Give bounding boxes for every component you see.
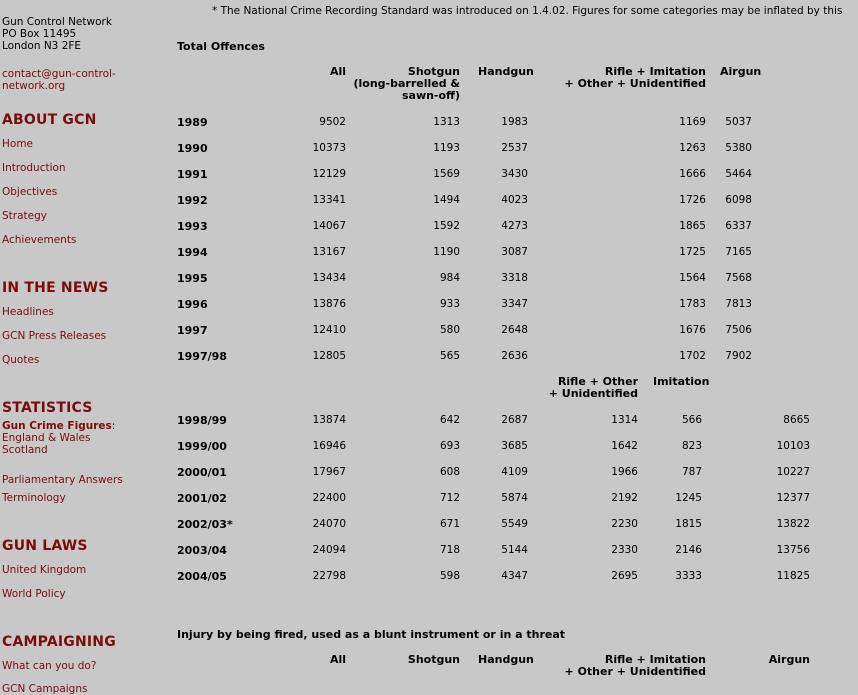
total-offences-heading: Total Offences — [177, 40, 265, 53]
cell-airgun: 7506 — [725, 324, 752, 336]
cell-all: 9502 — [319, 116, 346, 128]
section-title-laws: GUN LAWS — [2, 538, 88, 554]
cell-handgun: 3087 — [501, 246, 528, 258]
row-year: 1997 — [177, 324, 208, 337]
cell-handgun: 5874 — [501, 492, 528, 504]
nav-objectives[interactable]: Objectives — [2, 186, 58, 198]
cell-handgun: 4023 — [501, 194, 528, 206]
cell-handgun: 3430 — [501, 168, 528, 180]
row-year: 2002/03* — [177, 518, 233, 531]
nav-united-kingdom[interactable]: United Kingdom — [2, 564, 87, 576]
cell-shotgun: 1569 — [433, 168, 460, 180]
cell-airgun: 13756 — [776, 544, 810, 556]
cell-handgun: 5549 — [501, 518, 528, 530]
cell-handgun: 4347 — [501, 570, 528, 582]
cell-airgun: 12377 — [776, 492, 810, 504]
cell-shotgun: 1313 — [433, 116, 460, 128]
col-header-rifle-other — [540, 376, 638, 400]
cell-all: 13341 — [312, 194, 346, 206]
cell-rifle-imitation: 1666 — [679, 168, 706, 180]
cell-rifle-other: 1966 — [611, 466, 638, 478]
org-address — [2, 16, 112, 52]
email-line-2: network.org — [2, 80, 66, 92]
cell-rifle-imitation: 1726 — [679, 194, 706, 206]
cell-all: 12805 — [312, 350, 346, 362]
cell-rifle-other: 2230 — [611, 518, 638, 530]
col-header-shotgun-l2: (long-barrelled & — [353, 77, 460, 90]
section-title-statistics: STATISTICS — [2, 400, 93, 416]
cell-handgun: 3318 — [501, 272, 528, 284]
cell-imitation: 3333 — [675, 570, 702, 582]
cell-shotgun: 1190 — [433, 246, 460, 258]
cell-shotgun: 718 — [439, 544, 460, 556]
row-year: 1998/99 — [177, 414, 227, 427]
cell-all: 17967 — [312, 466, 346, 478]
cell-rifle-other: 2330 — [611, 544, 638, 556]
col-header-airgun: Airgun — [720, 65, 762, 78]
cell-all: 24070 — [312, 518, 346, 530]
injury-col-header-rifle-imitation-l2: + Other + Unidentified — [564, 665, 706, 678]
row-year: 1996 — [177, 298, 208, 311]
col-header-handgun: Handgun — [478, 65, 534, 78]
cell-handgun: 5144 — [501, 544, 528, 556]
injury-col-header-handgun: Handgun — [478, 653, 534, 666]
cell-imitation: 823 — [681, 440, 702, 452]
row-year: 1995 — [177, 272, 208, 285]
cell-rifle-other: 1642 — [611, 440, 638, 452]
cell-all: 10373 — [312, 142, 346, 154]
col-header-imitation: Imitation — [653, 375, 710, 388]
cell-airgun: 13822 — [776, 518, 810, 530]
cell-airgun: 5464 — [725, 168, 752, 180]
cell-shotgun: 712 — [439, 492, 460, 504]
cell-rifle-other: 2695 — [611, 570, 638, 582]
col-header-rifle-imitation — [560, 66, 706, 90]
cell-rifle-other: 1314 — [611, 414, 638, 426]
cell-handgun: 3685 — [501, 440, 528, 452]
cell-rifle-imitation: 1169 — [679, 116, 706, 128]
row-year: 2001/02 — [177, 492, 227, 505]
cell-all: 24094 — [312, 544, 346, 556]
cell-all: 14067 — [312, 220, 346, 232]
cell-handgun: 2636 — [501, 350, 528, 362]
cell-rifle-other: 2192 — [611, 492, 638, 504]
col-header-rifle-imitation-l2: + Other + Unidentified — [564, 77, 706, 90]
row-year: 1994 — [177, 246, 208, 259]
col-header-all: All — [329, 65, 346, 78]
col-header-rifle-imitation-l1: Rifle + Imitation — [604, 65, 706, 78]
cell-shotgun: 565 — [439, 350, 460, 362]
cell-shotgun: 608 — [439, 466, 460, 478]
cell-airgun: 8665 — [783, 414, 810, 426]
cell-airgun: 5037 — [725, 116, 752, 128]
nav-world-policy[interactable]: World Policy — [2, 588, 66, 600]
col-header-shotgun-l3: sawn-off) — [401, 89, 460, 102]
row-year: 2000/01 — [177, 466, 227, 479]
row-year: 1993 — [177, 220, 208, 233]
cell-shotgun: 671 — [439, 518, 460, 530]
cell-shotgun: 693 — [439, 440, 460, 452]
nav-scotland[interactable]: Scotland — [2, 444, 48, 456]
col-header-shotgun — [340, 66, 460, 102]
nav-england-wales[interactable]: England & Wales — [2, 432, 91, 444]
cell-handgun: 2687 — [501, 414, 528, 426]
row-year: 1991 — [177, 168, 208, 181]
col-header-rifle-other-l1: Rifle + Other — [557, 375, 638, 388]
cell-rifle-imitation: 1564 — [679, 272, 706, 284]
cell-imitation: 1815 — [675, 518, 702, 530]
cell-imitation: 2146 — [675, 544, 702, 556]
cell-all: 12129 — [312, 168, 346, 180]
cell-imitation: 1245 — [675, 492, 702, 504]
org-name: Gun Control Network — [2, 16, 112, 28]
cell-airgun: 7902 — [725, 350, 752, 362]
gun-crime-figures-label: Gun Crime Figures — [2, 420, 112, 432]
cell-shotgun: 1494 — [433, 194, 460, 206]
row-year: 1992 — [177, 194, 208, 207]
cell-airgun: 6337 — [725, 220, 752, 232]
cell-rifle-imitation: 1865 — [679, 220, 706, 232]
cell-imitation: 787 — [681, 466, 702, 478]
col-header-shotgun-l1: Shotgun — [407, 65, 460, 78]
cell-shotgun: 1592 — [433, 220, 460, 232]
cell-rifle-imitation: 1783 — [679, 298, 706, 310]
section-title-campaigning: CAMPAIGNING — [2, 634, 116, 650]
cell-all: 22400 — [312, 492, 346, 504]
nav-gcn-campaigns[interactable]: GCN Campaigns — [2, 683, 88, 695]
injury-heading: Injury by being fired, used as a blunt instrument or in a threat — [177, 628, 566, 641]
injury-col-header-rifle-imitation-l1: Rifle + Imitation — [604, 653, 706, 666]
cell-shotgun: 580 — [439, 324, 460, 336]
row-year: 1990 — [177, 142, 208, 155]
ncrs-footnote: * The National Crime Recording Standard was introduced on 1.4.02. Figures for some categories may be inflated by this — [212, 5, 843, 17]
cell-airgun: 11825 — [776, 570, 810, 582]
email-line-1: contact@gun-control- — [2, 68, 116, 80]
cell-shotgun: 598 — [439, 570, 460, 582]
row-year: 1999/00 — [177, 440, 227, 453]
cell-all: 13876 — [312, 298, 346, 310]
cell-handgun: 1983 — [501, 116, 528, 128]
cell-imitation: 566 — [681, 414, 702, 426]
cell-all: 12410 — [312, 324, 346, 336]
cell-all: 13167 — [312, 246, 346, 258]
gun-crime-figures-colon: : — [111, 420, 116, 432]
section-title-news: IN THE NEWS — [2, 280, 109, 296]
cell-rifle-imitation: 1725 — [679, 246, 706, 258]
row-year: 2003/04 — [177, 544, 227, 557]
nav-achievements[interactable]: Achievements — [2, 234, 77, 246]
nav-parliamentary-answers[interactable]: Parliamentary Answers — [2, 474, 123, 486]
nav-press-releases[interactable]: GCN Press Releases — [2, 330, 107, 342]
cell-handgun: 2648 — [501, 324, 528, 336]
nav-introduction[interactable]: Introduction — [2, 162, 66, 174]
cell-airgun: 6098 — [725, 194, 752, 206]
cell-rifle-imitation: 1263 — [679, 142, 706, 154]
address-line-2: London N3 2FE — [2, 40, 82, 52]
contact-email-link[interactable] — [2, 68, 116, 92]
nav-quotes[interactable]: Quotes — [2, 354, 40, 366]
injury-col-header-rifle-imitation — [560, 654, 706, 678]
section-title-about: ABOUT GCN — [2, 112, 97, 128]
cell-handgun: 2537 — [501, 142, 528, 154]
cell-shotgun: 933 — [439, 298, 460, 310]
cell-handgun: 3347 — [501, 298, 528, 310]
cell-shotgun: 642 — [439, 414, 460, 426]
nav-what-can-you-do[interactable]: What can you do? — [2, 660, 97, 672]
cell-airgun: 7568 — [725, 272, 752, 284]
cell-handgun: 4109 — [501, 466, 528, 478]
nav-headlines[interactable]: Headlines — [2, 306, 54, 318]
col-header-rifle-other-l2: + Unidentified — [548, 387, 638, 400]
injury-col-header-airgun: Airgun — [768, 653, 810, 666]
injury-col-header-shotgun: Shotgun — [407, 653, 460, 666]
cell-all: 13874 — [312, 414, 346, 426]
gun-crime-figures-group — [2, 420, 115, 456]
nav-terminology[interactable]: Terminology — [2, 492, 66, 504]
cell-airgun: 7165 — [725, 246, 752, 258]
row-year: 1989 — [177, 116, 208, 129]
nav-strategy[interactable]: Strategy — [2, 210, 47, 222]
cell-all: 22798 — [312, 570, 346, 582]
row-year: 1997/98 — [177, 350, 227, 363]
cell-airgun: 10103 — [776, 440, 810, 452]
cell-shotgun: 1193 — [433, 142, 460, 154]
injury-col-header-all: All — [329, 653, 346, 666]
cell-all: 16946 — [312, 440, 346, 452]
row-year: 2004/05 — [177, 570, 227, 583]
cell-airgun: 5380 — [725, 142, 752, 154]
cell-shotgun: 984 — [439, 272, 460, 284]
cell-airgun: 7813 — [725, 298, 752, 310]
cell-all: 13434 — [312, 272, 346, 284]
cell-rifle-imitation: 1702 — [679, 350, 706, 362]
cell-airgun: 10227 — [776, 466, 810, 478]
address-line-1: PO Box 11495 — [2, 28, 77, 40]
cell-rifle-imitation: 1676 — [679, 324, 706, 336]
cell-handgun: 4273 — [501, 220, 528, 232]
nav-home[interactable]: Home — [2, 138, 34, 150]
